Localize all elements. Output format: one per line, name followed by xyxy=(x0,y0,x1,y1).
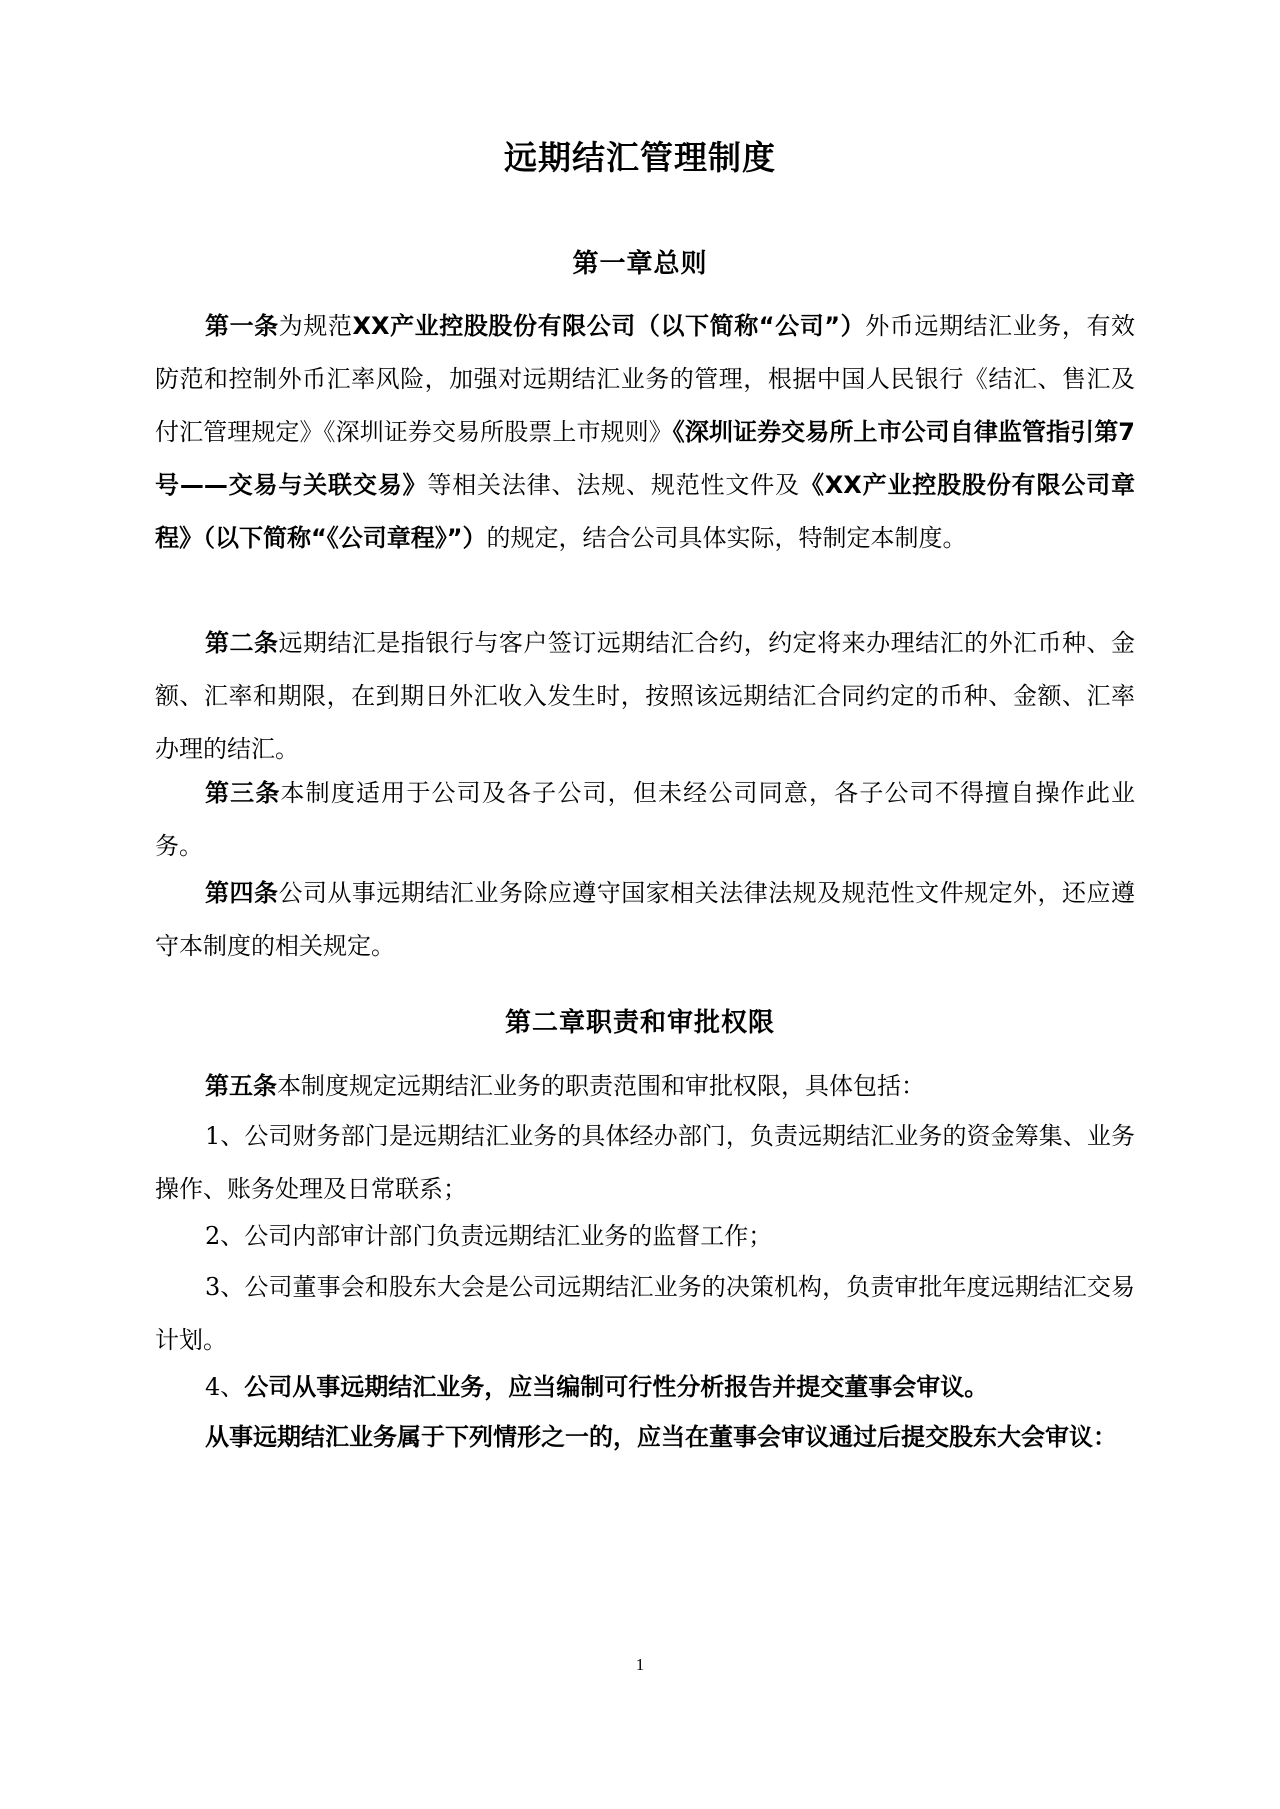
article-4-label: 第四条 xyxy=(205,879,279,907)
chapter-1-heading: 第一章总则 xyxy=(572,249,708,279)
article-5-label: 第五条 xyxy=(205,1072,277,1100)
article-2 xyxy=(155,617,1135,776)
list-item-4-text: 公司从事远期结汇业务，应当编制可行性分析报告并提交董事会审议。 xyxy=(244,1373,989,1401)
chapter-2-heading: 第二章职责和审批权限 xyxy=(504,1008,775,1038)
document-title: 远期结汇管理制度 xyxy=(504,138,776,177)
article-1-charter-title: 《XX产业控股股份有限公司章程》（以下简称“《公司章程》”） xyxy=(155,471,1135,552)
article-1-company-name: XX产业控股股份有限公司（以下简称“公司”） xyxy=(352,312,866,340)
list-item-4-number: 4、 xyxy=(205,1373,245,1401)
article-5-text: 本制度规定远期结汇业务的职责范围和审批权限，具体包括： xyxy=(277,1072,925,1100)
article-3-text: 本制度适用于公司及各子公司，但未经公司同意，各子公司不得擅自操作此业务。 xyxy=(155,779,1135,860)
article-1-text-d: 的规定，结合公司具体实际，特制定本制度。 xyxy=(486,524,967,552)
page-number: 1 xyxy=(635,1655,645,1674)
list-item-2: 2、公司内部审计部门负责远期结汇业务的监督工作； xyxy=(205,1222,773,1250)
article-5 xyxy=(155,1060,1135,1113)
article-4 xyxy=(155,867,1135,973)
list-item-4-followup-text: 从事远期结汇业务属于下列情形之一的，应当在董事会审议通过后提交股东大会审议： xyxy=(205,1423,1117,1451)
article-4-text: 公司从事远期结汇业务除应遵守国家相关法律法规及规范性文件规定外，还应遵守本制度的相关规定。 xyxy=(155,879,1136,960)
list-item-4-followup xyxy=(155,1411,1135,1464)
article-1-guideline-title: 《深圳证券交易所上市公司自律监管指引第7号——交易与关联交易》 xyxy=(155,418,1136,499)
article-2-text: 远期结汇是指银行与客户签订远期结汇合约，约定将来办理结汇的外汇币种、金额、汇率和期限，在到期日外汇收入发生时，按照该远期结汇合同约定的币种、金额、汇率办理的结汇。 xyxy=(155,629,1136,763)
article-3-label: 第三条 xyxy=(205,779,281,807)
article-3 xyxy=(155,767,1135,873)
list-item-3: 3、公司董事会和股东大会是公司远期结汇业务的决策机构，负责审批年度远期结汇交易计划。 xyxy=(155,1273,1135,1354)
article-1-label: 第一条 xyxy=(205,312,279,340)
article-1 xyxy=(155,300,1135,565)
list-item-1: 1、公司财务部门是远期结汇业务的具体经办部门，负责远期结汇业务的资金筹集、业务操作、账务处理及日常联系； xyxy=(155,1122,1135,1203)
list-item-4 xyxy=(155,1361,1135,1414)
article-1-text-a: 为规范 xyxy=(278,312,353,340)
article-2-label: 第二条 xyxy=(205,629,279,657)
article-1-text-b: 外币远期结汇业务，有效防范和控制外币汇率风险，加强对远期结汇业务的管理，根据中国人民银行《结汇、售汇及付汇管理规定》《深圳证券交易所股票上市规则》 xyxy=(155,312,1136,446)
article-1-text-c: 等相关法律、法规、规范性文件及 xyxy=(427,471,800,499)
